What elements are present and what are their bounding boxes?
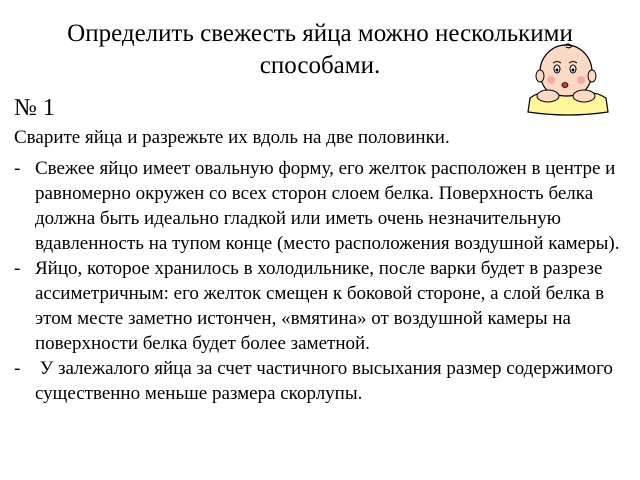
intro-text: Сварите яйца и разрежьте их вдоль на две половинки.: [14, 127, 450, 148]
bullet-item: [14, 356, 620, 406]
slide-title: Определить свежесть яйца можно несколькими способами.: [67, 20, 573, 79]
bullet-list: [14, 156, 620, 406]
bullet-text: У залежалого яйца за счет частичного высыхания размер содержимого существенно меньше размера скорлупы.: [35, 358, 618, 404]
bullet-marker: -: [14, 158, 21, 179]
baby-clipart-icon: [526, 40, 610, 116]
bullet-item: [14, 256, 620, 356]
bullet-marker: -: [14, 358, 21, 379]
bullet-text: Свежее яйцо имеет овальную форму, его желток расположен в центре и равномерно окружен со всех сторон слоем белка. Поверхность белка должна быть идеально гладкой или иметь очень незначительную вдавленность на тупом конце (место расположения воздушной камеры).: [35, 158, 620, 254]
bullet-item: [14, 156, 620, 256]
section-number: № 1: [14, 95, 55, 121]
bullet-marker: -: [14, 258, 21, 279]
bullet-text: Яйцо, которое хранилось в холодильнике, после варки будет в разрезе ассиметричным: его желток смещен к боковой стороне, а слой белка в этом месте заметно истончен, «вмятина» от воздушной камеры на поверхности белка будет более заметной.: [35, 258, 605, 354]
